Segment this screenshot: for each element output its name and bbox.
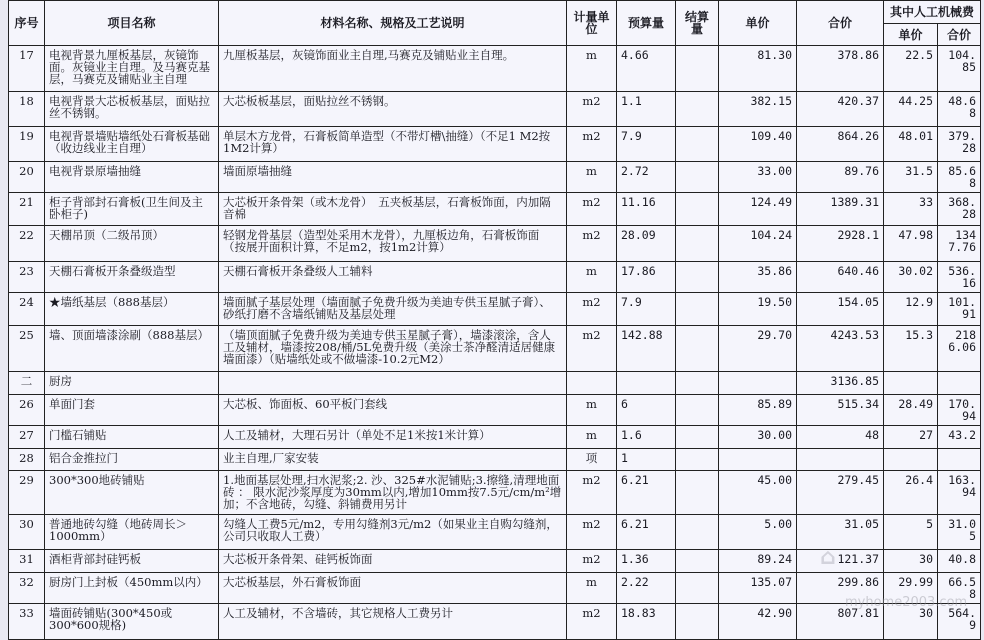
cell-budget: 1.6	[617, 426, 676, 449]
cell-budget	[617, 372, 676, 395]
table-row	[9, 471, 981, 515]
cell-seq: 32	[9, 573, 45, 604]
cell-labor-total: 368.28	[938, 193, 981, 226]
cell-labor-price: 28.49	[884, 395, 938, 426]
table-row	[9, 604, 981, 640]
cell-budget: 17.86	[617, 262, 676, 293]
cell-total: 154.05	[797, 293, 884, 326]
cell-labor-price: 27	[884, 426, 938, 449]
cell-unit: m2	[567, 326, 617, 372]
cell-price	[719, 449, 797, 471]
cell-desc: 业主自理,厂家安装	[219, 449, 567, 471]
cell-labor-total: 40.8	[938, 550, 981, 573]
table-row	[9, 162, 981, 193]
cell-budget: 11.16	[617, 193, 676, 226]
budget-table	[8, 0, 981, 640]
cell-labor-total: 170.94	[938, 395, 981, 426]
cell-labor-total	[938, 449, 981, 471]
header-desc: 材料名称、规格及工艺说明	[219, 1, 567, 46]
cell-total: 4243.53	[797, 326, 884, 372]
cell-total: 378.86	[797, 46, 884, 92]
cell-unit: m2	[567, 226, 617, 262]
cell-budget: 2.72	[617, 162, 676, 193]
cell-name: 柜子背部封石膏板(卫生间及主卧柜子)	[45, 193, 219, 226]
cell-desc: 大芯板、饰面板、60平板门套线	[219, 395, 567, 426]
cell-settle	[676, 326, 719, 372]
cell-budget: 1.1	[617, 92, 676, 127]
header-name: 项目名称	[45, 1, 219, 46]
cell-labor-price: 33	[884, 193, 938, 226]
cell-name: 铝合金推拉门	[45, 449, 219, 471]
cell-name: 电视背景大芯板板基层，面贴拉丝不锈钢。	[45, 92, 219, 127]
cell-desc: 勾缝人工费5元/m2，专用勾缝剂3元/m2（如果业主自购勾缝剂，公司只收取人工费）	[219, 515, 567, 550]
cell-unit: m	[567, 426, 617, 449]
cell-budget: 142.88	[617, 326, 676, 372]
cell-desc: 墙面腻子基层处理（墙面腻子免费升级为美迪专供玉星腻子膏）、砂纸打磨不含墙纸铺贴及基层处理	[219, 293, 567, 326]
cell-price: 5.00	[719, 515, 797, 550]
cell-settle	[676, 471, 719, 515]
cell-seq: 19	[9, 127, 45, 162]
watermark-text: myhome2003.com	[845, 595, 968, 610]
cell-desc: 单层木方龙骨，石膏板简单造型（不带灯槽\抽缝）（不足1 M2按1M2计算）	[219, 127, 567, 162]
table-row	[9, 193, 981, 226]
cell-labor-price: 15.3	[884, 326, 938, 372]
cell-labor-price: 5	[884, 515, 938, 550]
cell-total: 3136.85	[797, 372, 884, 395]
cell-labor-price: 29.99	[884, 573, 938, 604]
cell-desc: 大芯板开条骨架、硅钙板饰面	[219, 550, 567, 573]
cell-desc: 人工及辅材，大理石另计（单处不足1米按1米计算）	[219, 426, 567, 449]
header-unit: 计量单位	[567, 1, 617, 46]
cell-settle	[676, 449, 719, 471]
cell-labor-price: 30.02	[884, 262, 938, 293]
cell-seq: 24	[9, 293, 45, 326]
cell-budget: 7.9	[617, 127, 676, 162]
cell-unit: m2	[567, 471, 617, 515]
cell-labor-price: 47.98	[884, 226, 938, 262]
table-row	[9, 92, 981, 127]
cell-labor-total: 43.2	[938, 426, 981, 449]
cell-price: 109.40	[719, 127, 797, 162]
cell-price: 135.07	[719, 573, 797, 604]
cell-settle	[676, 92, 719, 127]
cell-price: 81.30	[719, 46, 797, 92]
cell-labor-total: 2186.06	[938, 326, 981, 372]
cell-labor-price: 31.5	[884, 162, 938, 193]
cell-labor-total	[938, 372, 981, 395]
cell-labor-price: 22.5	[884, 46, 938, 92]
cell-seq: 27	[9, 426, 45, 449]
cell-desc	[219, 372, 567, 395]
cell-seq: 21	[9, 193, 45, 226]
table-row	[9, 573, 981, 604]
cell-unit: m2	[567, 604, 617, 640]
cell-name: 300*300地砖铺贴	[45, 471, 219, 515]
cell-labor-price: 44.25	[884, 92, 938, 127]
cell-desc: 九厘板基层，灰镜饰面业主自理,马赛克及铺贴业主自理。	[219, 46, 567, 92]
cell-labor-price: 30	[884, 604, 938, 640]
cell-seq: 28	[9, 449, 45, 471]
cell-labor-total: 564.9	[938, 604, 981, 640]
cell-budget: 1	[617, 449, 676, 471]
cell-labor-price: 26.4	[884, 471, 938, 515]
cell-name: 墙、顶面墙漆涂刷（888基层）	[45, 326, 219, 372]
cell-price: 45.00	[719, 471, 797, 515]
header-budget: 预算量	[617, 1, 676, 46]
table-row	[9, 226, 981, 262]
cell-unit	[567, 372, 617, 395]
cell-settle	[676, 162, 719, 193]
cell-name: 天棚吊顶（二级吊顶）	[45, 226, 219, 262]
cell-settle	[676, 515, 719, 550]
cell-name: 墙面砖铺贴(300*450或300*600规格)	[45, 604, 219, 640]
cell-settle	[676, 262, 719, 293]
cell-labor-total: 101.91	[938, 293, 981, 326]
cell-settle	[676, 426, 719, 449]
cell-price	[719, 372, 797, 395]
cell-labor-total: 85.68	[938, 162, 981, 193]
watermark-logo: ⌂	[820, 545, 837, 570]
cell-name: 酒柜背部封硅钙板	[45, 550, 219, 573]
header-price: 单价	[719, 1, 797, 46]
cell-price: 29.70	[719, 326, 797, 372]
cell-labor-total: 48.68	[938, 92, 981, 127]
cell-unit: m	[567, 573, 617, 604]
cell-total: 807.81	[797, 604, 884, 640]
table-row	[9, 426, 981, 449]
cell-name: 电视背景原墙抽缝	[45, 162, 219, 193]
cell-seq: 33	[9, 604, 45, 640]
cell-total	[797, 449, 884, 471]
cell-settle	[676, 46, 719, 92]
cell-unit: m	[567, 395, 617, 426]
cell-labor-total: 104.85	[938, 46, 981, 92]
cell-settle	[676, 293, 719, 326]
cell-name: 门槛石铺贴	[45, 426, 219, 449]
table-row	[9, 46, 981, 92]
cell-name: 单面门套	[45, 395, 219, 426]
cell-desc: 墙面原墙抽缝	[219, 162, 567, 193]
cell-labor-total: 379.28	[938, 127, 981, 162]
cell-unit: m2	[567, 92, 617, 127]
cell-settle	[676, 193, 719, 226]
cell-seq: 26	[9, 395, 45, 426]
cell-unit: m	[567, 262, 617, 293]
header-total: 合价	[797, 1, 884, 46]
cell-settle	[676, 226, 719, 262]
cell-total: 48	[797, 426, 884, 449]
cell-budget: 18.83	[617, 604, 676, 640]
cell-seq: 23	[9, 262, 45, 293]
cell-total: 864.26	[797, 127, 884, 162]
cell-labor-total: 31.05	[938, 515, 981, 550]
table-row	[9, 395, 981, 426]
cell-price: 85.89	[719, 395, 797, 426]
cell-price: 382.15	[719, 92, 797, 127]
cell-total: 279.45	[797, 471, 884, 515]
cell-unit: m	[567, 46, 617, 92]
header-settle: 结算量	[676, 1, 719, 46]
cell-budget: 7.9	[617, 293, 676, 326]
cell-labor-price: 12.9	[884, 293, 938, 326]
cell-desc: 大芯板开条骨架（或木龙骨） 五夹板基层，石膏板饰面，内加隔音棉	[219, 193, 567, 226]
cell-settle	[676, 550, 719, 573]
cell-labor-total: 163.94	[938, 471, 981, 515]
cell-labor-price	[884, 372, 938, 395]
cell-unit: m2	[567, 515, 617, 550]
cell-unit: 项	[567, 449, 617, 471]
header-labor-price: 单价	[884, 24, 938, 46]
cell-name: 厨房门上封板（450mm以内）	[45, 573, 219, 604]
cell-desc: 人工及辅材，不含墙砖，其它规格人工费另计	[219, 604, 567, 640]
cell-settle	[676, 573, 719, 604]
cell-total: 2928.1	[797, 226, 884, 262]
cell-seq: 31	[9, 550, 45, 573]
cell-name: ★墙纸基层（888基层）	[45, 293, 219, 326]
cell-budget: 6.21	[617, 515, 676, 550]
table-row	[9, 372, 981, 395]
cell-budget: 6.21	[617, 471, 676, 515]
cell-settle	[676, 127, 719, 162]
cell-total: 1389.31	[797, 193, 884, 226]
cell-desc: （墙顶面腻子免费升级为美迪专供玉星腻子膏），墙漆滚涂，含人工及辅材，墙漆按208/桶/5L免费升级（美涂士茶净醛清适居健康墙面漆）（贴墙纸处或不做墙漆-10.2元M2）	[219, 326, 567, 372]
cell-labor-price: 48.01	[884, 127, 938, 162]
cell-budget: 2.22	[617, 573, 676, 604]
cell-budget: 1.36	[617, 550, 676, 573]
cell-desc: 轻钢龙骨基层（造型处采用木龙骨），九厘板边角，石膏板饰面（按展开面积计算，不足m2，按1m2计算）	[219, 226, 567, 262]
cell-price: 124.49	[719, 193, 797, 226]
cell-name: 电视背景九厘板基层，灰镜饰面。灰镜业主自理。及马赛克基层，马赛克及铺贴业主自理	[45, 46, 219, 92]
cell-desc: 大芯板板基层，面贴拉丝不锈钢。	[219, 92, 567, 127]
cell-labor-total: 66.58	[938, 573, 981, 604]
cell-labor-total: 536.16	[938, 262, 981, 293]
table-row	[9, 127, 981, 162]
cell-total: 31.05	[797, 515, 884, 550]
cell-name: 天棚石膏板开条叠级造型	[45, 262, 219, 293]
cell-name: 电视背景墙贴墙纸处石膏板基础（收边线业主自理）	[45, 127, 219, 162]
cell-unit: m2	[567, 550, 617, 573]
cell-seq: 25	[9, 326, 45, 372]
cell-unit: m2	[567, 127, 617, 162]
cell-settle	[676, 395, 719, 426]
cell-settle	[676, 604, 719, 640]
cell-seq: 30	[9, 515, 45, 550]
table-row	[9, 293, 981, 326]
cell-seq: 20	[9, 162, 45, 193]
cell-total: 420.37	[797, 92, 884, 127]
cell-price: 33.00	[719, 162, 797, 193]
cell-total: 299.86	[797, 573, 884, 604]
table-row	[9, 449, 981, 471]
cell-settle	[676, 372, 719, 395]
cell-seq: 22	[9, 226, 45, 262]
cell-price: 42.90	[719, 604, 797, 640]
header-seq: 序号	[9, 1, 45, 46]
cell-unit: m	[567, 162, 617, 193]
cell-unit: m2	[567, 293, 617, 326]
cell-seq: 17	[9, 46, 45, 92]
cell-total: 89.76	[797, 162, 884, 193]
cell-seq: 29	[9, 471, 45, 515]
header-labor: 其中人工机械费	[884, 1, 981, 24]
cell-name: 厨房	[45, 372, 219, 395]
cell-price: 19.50	[719, 293, 797, 326]
cell-budget: 6	[617, 395, 676, 426]
cell-labor-total: 1347.76	[938, 226, 981, 262]
cell-desc: 天棚石膏板开条叠级人工辅料	[219, 262, 567, 293]
cell-total: 121.37	[797, 550, 884, 573]
cell-labor-price	[884, 449, 938, 471]
cell-total: 640.46	[797, 262, 884, 293]
cell-labor-price: 30	[884, 550, 938, 573]
cell-seq: 18	[9, 92, 45, 127]
header-labor-total: 合价	[938, 24, 981, 46]
cell-price: 104.24	[719, 226, 797, 262]
table-row	[9, 262, 981, 293]
cell-desc: 大芯板基层，外石膏板饰面	[219, 573, 567, 604]
cell-total: 515.34	[797, 395, 884, 426]
cell-name: 普通地砖勾缝（地砖周长＞1000mm）	[45, 515, 219, 550]
cell-price: 30.00	[719, 426, 797, 449]
cell-price: 89.24	[719, 550, 797, 573]
cell-price: 35.86	[719, 262, 797, 293]
cell-budget: 4.66	[617, 46, 676, 92]
table-row	[9, 326, 981, 372]
cell-seq: 二	[9, 372, 45, 395]
cell-unit: m2	[567, 193, 617, 226]
cell-budget: 28.09	[617, 226, 676, 262]
cell-desc: 1.地面基层处理,扫水泥浆;2. 沙、325#水泥铺贴;3.擦缝,清理地面砖 ： 限水泥沙浆厚度为30mm以内,增加10mm按7.5元/cm/m²增加；不含地砖，勾缝、斜铺费用另计	[219, 471, 567, 515]
